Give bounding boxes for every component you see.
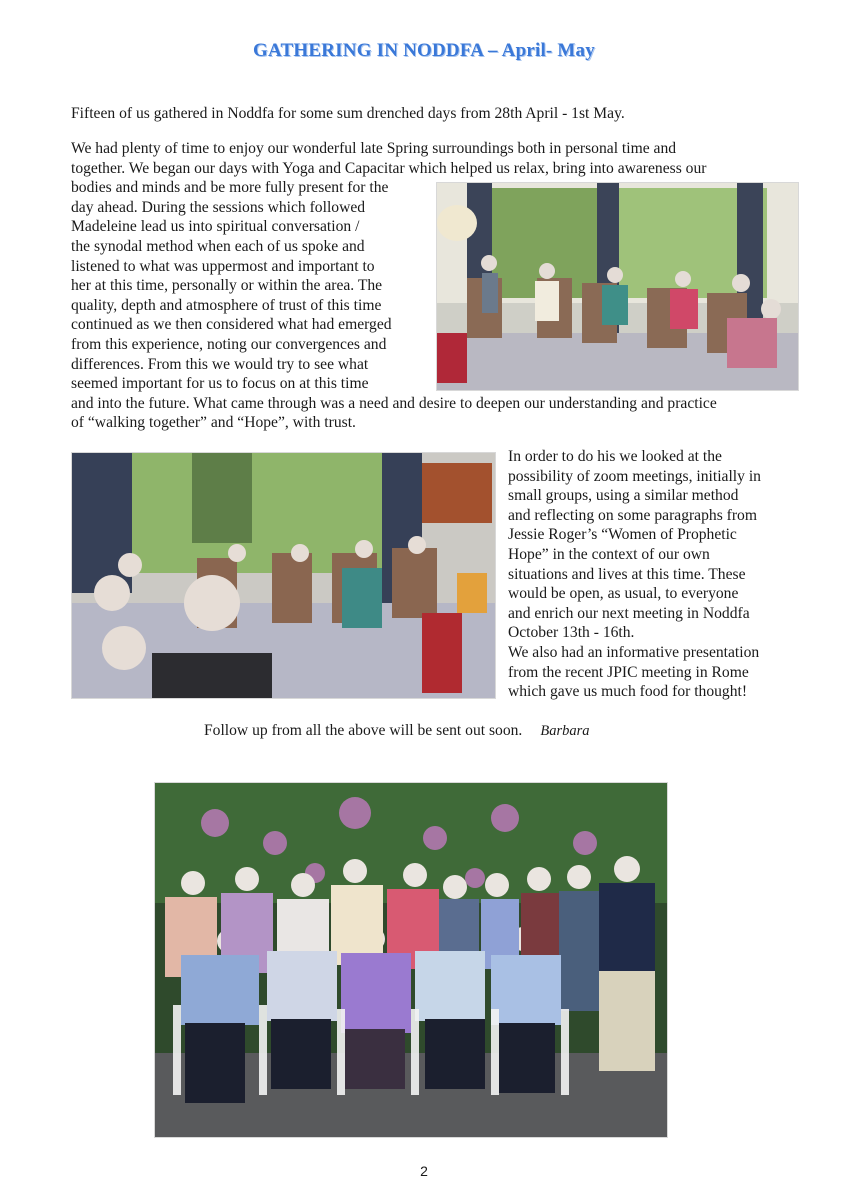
para2-line: We had plenty of time to enjoy our wonderful late Spring surroundings both in personal time and <box>71 140 677 157</box>
lounge-photo-2 <box>71 452 496 699</box>
para2-line: and into the future. What came through was a need and desire to deepen our understanding and practice <box>71 394 717 412</box>
para2-line: day ahead. During the sessions which followed <box>71 198 366 216</box>
para2-line: bodies and minds and be more fully present for the <box>71 179 389 197</box>
para2-line: differences. From this we would try to see what <box>71 355 369 373</box>
para2-line: the synodal method when each of us spoke and <box>71 238 365 255</box>
para3-line: small groups, using a similar method <box>508 487 739 505</box>
para3-line: and enrich our next meeting in Noddfa <box>508 604 750 622</box>
para2-line: continued as we then considered what had emerged <box>71 316 392 334</box>
para3-line: In order to do his we looked at the <box>508 448 722 465</box>
followup-line <box>204 721 590 742</box>
para3-line: possibility of zoom meetings, initially in <box>508 467 761 485</box>
para3-line: and reflecting on some paragraphs from <box>508 506 757 524</box>
para3-line: Jessie Roger’s “Women of Prophetic <box>508 526 737 544</box>
intro-paragraph: Fifteen of us gathered in Noddfa for some sum drenched days from 28th April - 1st May. <box>71 105 625 122</box>
lounge-photo-1 <box>436 182 799 391</box>
followup-text: Follow up from all the above will be sent out soon. <box>204 722 523 739</box>
para2-line: Madeleine lead us into spiritual conversation / <box>71 218 360 236</box>
para2-line: quality, depth and atmosphere of trust of this time <box>71 296 382 314</box>
para3-line: which gave us much food for thought! <box>508 683 748 701</box>
para3-line: from the recent JPIC meeting in Rome <box>508 663 749 681</box>
page-number: 2 <box>420 1163 428 1179</box>
para2-line: listened to what was uppermost and important to <box>71 257 375 275</box>
para2-line: her at this time, personally or within the area. The <box>71 277 383 295</box>
para3-line: Hope” in the context of our own <box>508 546 710 563</box>
para3-line: would be open, as usual, to everyone <box>508 585 739 603</box>
para2-line: seemed important for us to focus on at this time <box>71 375 369 393</box>
page-title: GATHERING IN NODDFA – April- May <box>253 40 595 61</box>
para2-line: together. We began our days with Yoga and Capacitar which helped us relax, bring into awareness our <box>71 159 707 177</box>
para2-line: of “walking together” and “Hope”, with trust. <box>71 414 356 432</box>
para3-line: We also had an informative presentation <box>508 644 760 661</box>
para3-line: October 13th - 16th. <box>508 624 635 642</box>
signature: Barbara <box>540 723 590 739</box>
para2-line: from this experience, noting our convergences and <box>71 336 387 353</box>
group-photo-outdoor <box>154 782 668 1138</box>
para3-line: situations and lives at this time. These <box>508 565 746 583</box>
